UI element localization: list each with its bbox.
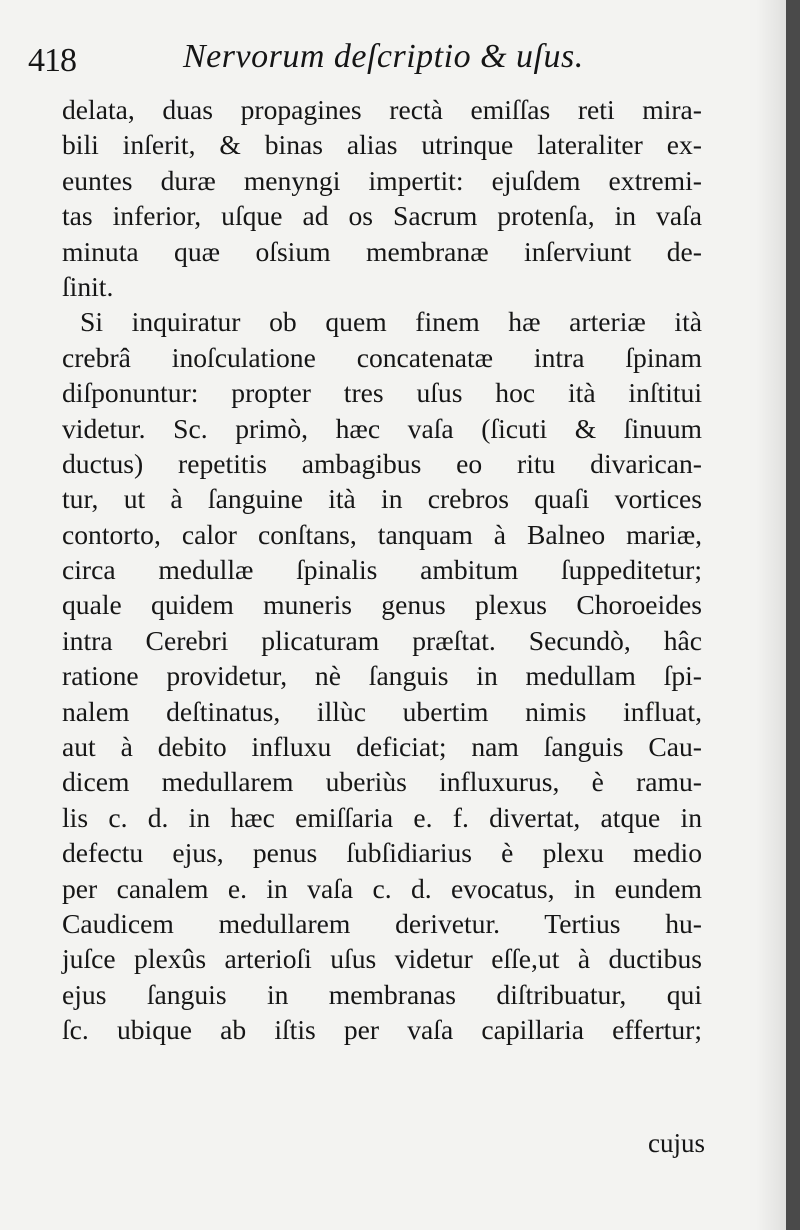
text-line: juſce plexûs arterioſi uſus videtur eſſe,ut à ductibus	[62, 943, 702, 975]
text-line: crebrâ inoſculatione concatenatæ intra ſpinam	[62, 341, 702, 373]
running-head	[28, 38, 728, 88]
page-title: Nervorum deſcriptio & uſus.	[183, 38, 584, 75]
text-line: minuta quæ oſsium membranæ inſerviunt de-	[62, 235, 702, 267]
text-line: diſponuntur: propter tres uſus hoc ità inſtitui	[62, 377, 702, 409]
text-line: lis c. d. in hæc emiſſaria e. f. divertat, atque in	[62, 801, 702, 833]
text-line: dicem medullarem uberiùs influxurus, è ramu-	[62, 766, 702, 798]
text-line: nalem deſtinatus, illùc ubertim nimis influat,	[62, 695, 702, 727]
text-line: intra Cerebri plicaturam præſtat. Secundò, hâc	[62, 624, 702, 656]
text-line: Caudicem medullarem derivetur. Tertius hu-	[62, 907, 702, 939]
text-line: tur, ut à ſanguine ità in crebros quaſi vortices	[62, 483, 702, 515]
text-line: defectu ejus, penus ſubſidiarius è plexu medio	[62, 837, 702, 869]
body-text	[62, 92, 702, 1048]
text-line: ejus ſanguis in membranas diſtribuatur, qui	[62, 978, 702, 1010]
text-line: Si inquiratur ob quem finem hæ arteriæ ità	[80, 306, 702, 338]
text-line: aut à debito influxu deficiat; nam ſanguis Cau-	[62, 731, 702, 763]
text-line: contorto, calor conſtans, tanquam à Balneo mariæ,	[62, 518, 702, 550]
page-number: 418	[28, 42, 76, 79]
text-line: euntes duræ menyngi impertit: ejuſdem extremi-	[62, 164, 702, 196]
text-line: ſc. ubique ab iſtis per vaſa capillaria effertur;	[62, 1014, 702, 1046]
text-line: quale quidem muneris genus plexus Choroeides	[62, 589, 702, 621]
text-line: ratione providetur, nè ſanguis in medullam ſpi-	[62, 660, 702, 692]
catchword: cujus	[648, 1128, 705, 1158]
text-line: ſinit.	[62, 270, 114, 302]
text-line: circa medullæ ſpinalis ambitum ſuppeditetur;	[62, 554, 702, 586]
text-line: tas inferior, uſque ad os Sacrum protenſa, in vaſa	[62, 200, 702, 232]
text-line: videtur. Sc. primò, hæc vaſa (ſicuti & ſinuum	[62, 412, 702, 444]
text-line: ductus) repetitis ambagibus eo ritu divarican-	[62, 447, 702, 479]
text-line: per canalem e. in vaſa c. d. evocatus, in eundem	[62, 872, 702, 904]
text-line: delata, duas propagines rectà emiſſas reti mira-	[62, 94, 702, 125]
text-line: bili inſerit, & binas alias utrinque lateraliter ex-	[62, 129, 702, 161]
